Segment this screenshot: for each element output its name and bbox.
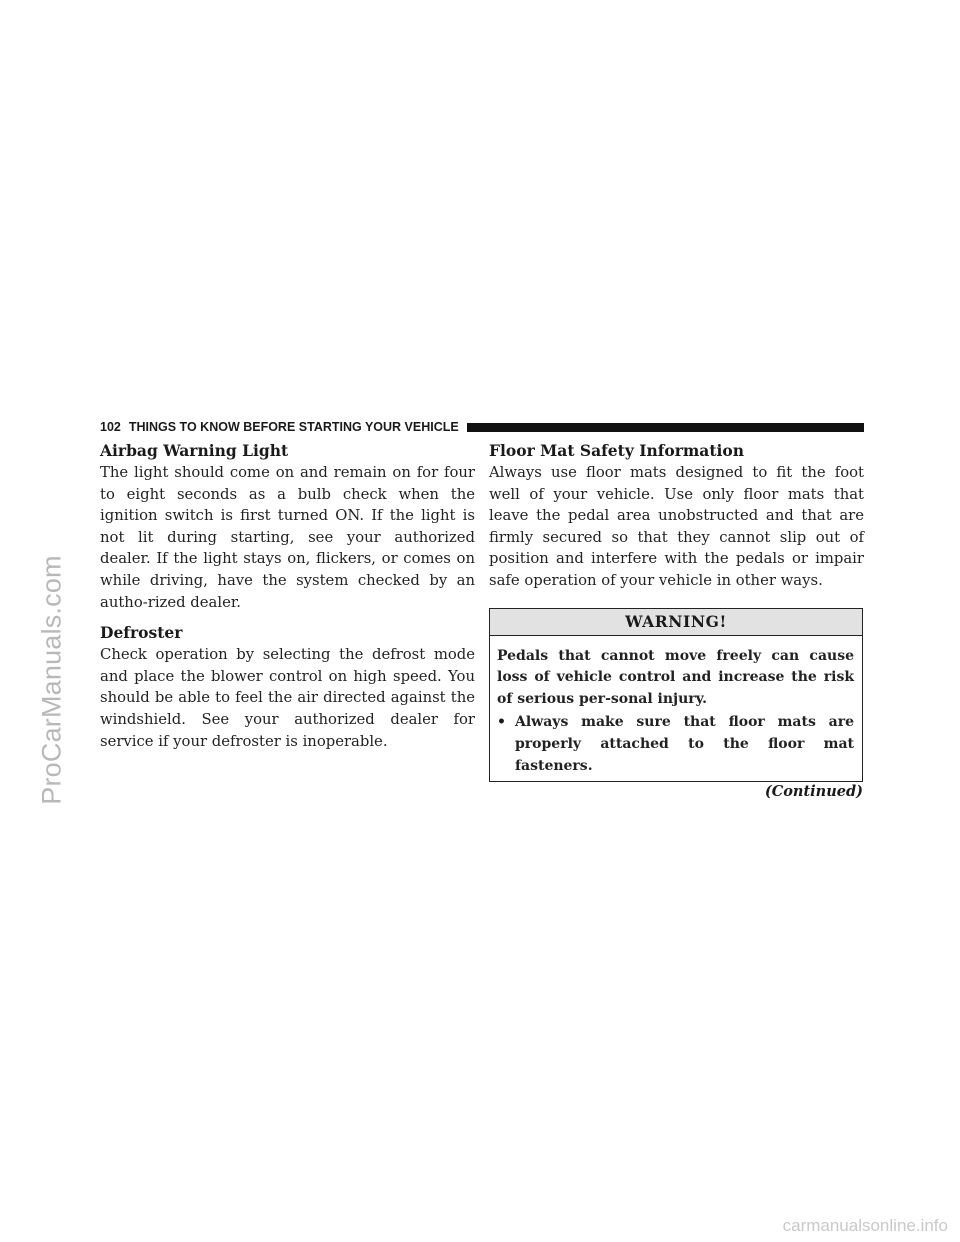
floor-mat-heading: Floor Mat Safety Information — [489, 441, 745, 460]
right-column — [489, 440, 864, 802]
header-rule — [467, 423, 864, 432]
left-column — [100, 440, 475, 752]
section-title: THINGS TO KNOW BEFORE STARTING YOUR VEHICLE — [128, 420, 459, 434]
warning-bullet-text: Always make sure that floor mats are properly attached to the floor mat fasteners. — [515, 714, 854, 774]
warning-body — [490, 636, 862, 782]
page-number: 102 — [100, 420, 121, 434]
procarmanuals-watermark: ProCarManuals.com — [36, 555, 67, 805]
defroster-heading: Defroster — [100, 623, 183, 643]
airbag-heading: Airbag Warning Light — [100, 441, 289, 460]
continued-note: (Continued) — [764, 783, 863, 801]
defroster-paragraph: Check operation by selecting the defrost mode and place the blower control on high speed. You should be able to feel the air directed against the windshield. See your authorized dealer for service if your defroster is inoperable. — [100, 646, 475, 750]
page-header — [100, 419, 864, 435]
airbag-paragraph: The light should come on and remain on for four to eight seconds as a bulb check when the ignition switch is first turned ON. If the light is not lit during starting, see your authorized dealer. If the light stays on, flickers, or comes on while driving, have the system checked by an autho-rized dealer. — [100, 464, 475, 611]
carmanualsonline-watermark: carmanualsonline.info — [782, 1216, 948, 1235]
warning-box — [489, 608, 863, 783]
warning-bullet — [497, 712, 854, 777]
warning-title: WARNING! — [490, 609, 862, 636]
warning-intro: Pedals that cannot move freely can cause loss of vehicle control and increase the risk of serious per-sonal injury. — [497, 647, 855, 707]
floor-mat-paragraph: Always use floor mats designed to fit the foot well of your vehicle. Use only floor mats that leave the pedal area unobstructed and that are firmly secured so that they cannot slip out of position and interfere with the pedals or impair safe operation of your vehicle in other ways. — [489, 464, 864, 589]
bullet-icon: • — [497, 714, 506, 731]
